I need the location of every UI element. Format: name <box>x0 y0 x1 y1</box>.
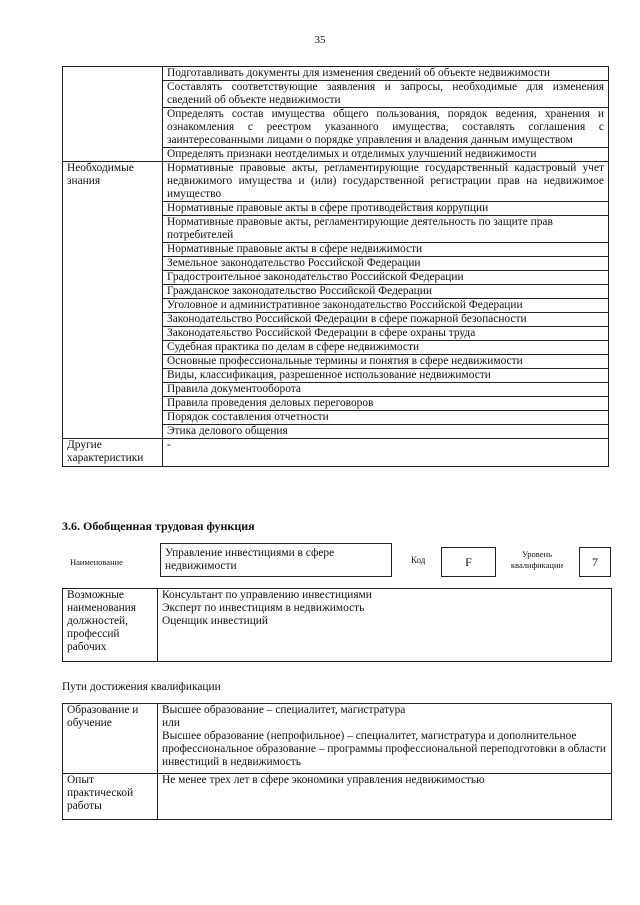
table-cell: Законодательство Российской Федерации в сфере охраны труда <box>163 327 609 341</box>
cell-line: Не менее трех лет в сфере экономики управления недвижимостью <box>162 774 485 786</box>
table-cell: Составлять соответствующие заявления и запросы, необходимые для изменения сведений об объекте недвижимости <box>163 81 609 108</box>
row-label-other: Другие характеристики <box>63 439 163 467</box>
table-cell: Земельное законодательство Российской Федерации <box>163 257 609 271</box>
table-row <box>63 67 609 81</box>
qualification-paths-table <box>62 703 612 820</box>
position-item: Оценщик инвестиций <box>162 615 268 627</box>
table-row <box>63 162 609 202</box>
cell-line: Высшее образование (непрофильное) – специалитет, магистратура и дополнительное профессиональное образование – программы профессиональной переподготовки в области инвестиций в недвижимость <box>162 730 606 768</box>
row-label: Опыт практической работы <box>63 774 158 820</box>
table-cell: Определять признаки неотделимых и отделимых улучшений недвижимости <box>163 148 609 162</box>
level-value: 7 <box>579 547 611 577</box>
table-cell: - <box>163 439 609 467</box>
code-label: Код <box>411 555 426 565</box>
name-label: Наименование <box>70 557 123 567</box>
page-number: 35 <box>314 34 326 46</box>
cell-line: Высшее образование – специалитет, магистратура <box>162 704 406 716</box>
table-cell: Градостроительное законодательство Российской Федерации <box>163 271 609 285</box>
cell-line: или <box>162 717 180 729</box>
table-cell <box>158 589 612 662</box>
table-cell: Виды, классификация, разрешенное использование недвижимости <box>163 369 609 383</box>
skills-knowledge-table <box>62 66 609 467</box>
table-cell: Порядок составления отчетности <box>163 411 609 425</box>
level-label: Уровень квалификации <box>510 549 564 570</box>
code-value: F <box>441 547 496 577</box>
table-cell <box>158 704 612 774</box>
table-cell: Нормативные правовые акты, регламентирующие государственный кадастровый учет недвижимого имущества и (или) государственной регистрации прав на недвижимое имущество <box>163 162 609 202</box>
table-row <box>63 774 612 820</box>
table-row <box>63 589 612 662</box>
table-cell: Основные профессиональные термины и понятия в сфере недвижимости <box>163 355 609 369</box>
table-cell: Судебная практика по делам в сфере недвижимости <box>163 341 609 355</box>
table-cell <box>158 774 612 820</box>
table-cell: Уголовное и административное законодательство Российской Федерации <box>163 299 609 313</box>
row-label <box>63 67 163 162</box>
table-cell: Подготавливать документы для изменения сведений об объекте недвижимости <box>163 67 609 81</box>
table-cell: Правила проведения деловых переговоров <box>163 397 609 411</box>
table-cell: Нормативные правовые акты в сфере противодействия коррупции <box>163 202 609 216</box>
table-cell: Нормативные правовые акты, регламентирующие деятельность по защите прав потребителей <box>163 216 609 243</box>
table-cell: Этика делового общения <box>163 425 609 439</box>
name-value: Управление инвестициями в сфере недвижимости <box>160 543 392 577</box>
position-item: Консультант по управлению инвестициями <box>162 589 372 601</box>
table-cell: Правила документооборота <box>163 383 609 397</box>
positions-table <box>62 588 612 662</box>
position-item: Эксперт по инвестициям в недвижимость <box>162 602 365 614</box>
section-title: 3.6. Обобщенная трудовая функция <box>62 519 255 533</box>
table-row <box>63 704 612 774</box>
table-cell: Определять состав имущества общего пользования, порядок ведения, хранения и ознакомления с реестром указанного имущества, составлять соглашения с заинтересованными лицами о порядке управления и владения данным имуществом <box>163 108 609 148</box>
row-label: Возможные наименования должностей, профессий рабочих <box>63 589 158 662</box>
table-cell: Законодательство Российской Федерации в сфере пожарной безопасности <box>163 313 609 327</box>
paths-title: Пути достижения квалификации <box>62 681 221 693</box>
table-row <box>63 439 609 467</box>
row-label: Образование и обучение <box>63 704 158 774</box>
generalized-function-header <box>62 543 612 579</box>
table-cell: Гражданское законодательство Российской Федерации <box>163 285 609 299</box>
table-cell: Нормативные правовые акты в сфере недвижимости <box>163 243 609 257</box>
row-label-knowledge: Необходимые знания <box>63 162 163 439</box>
